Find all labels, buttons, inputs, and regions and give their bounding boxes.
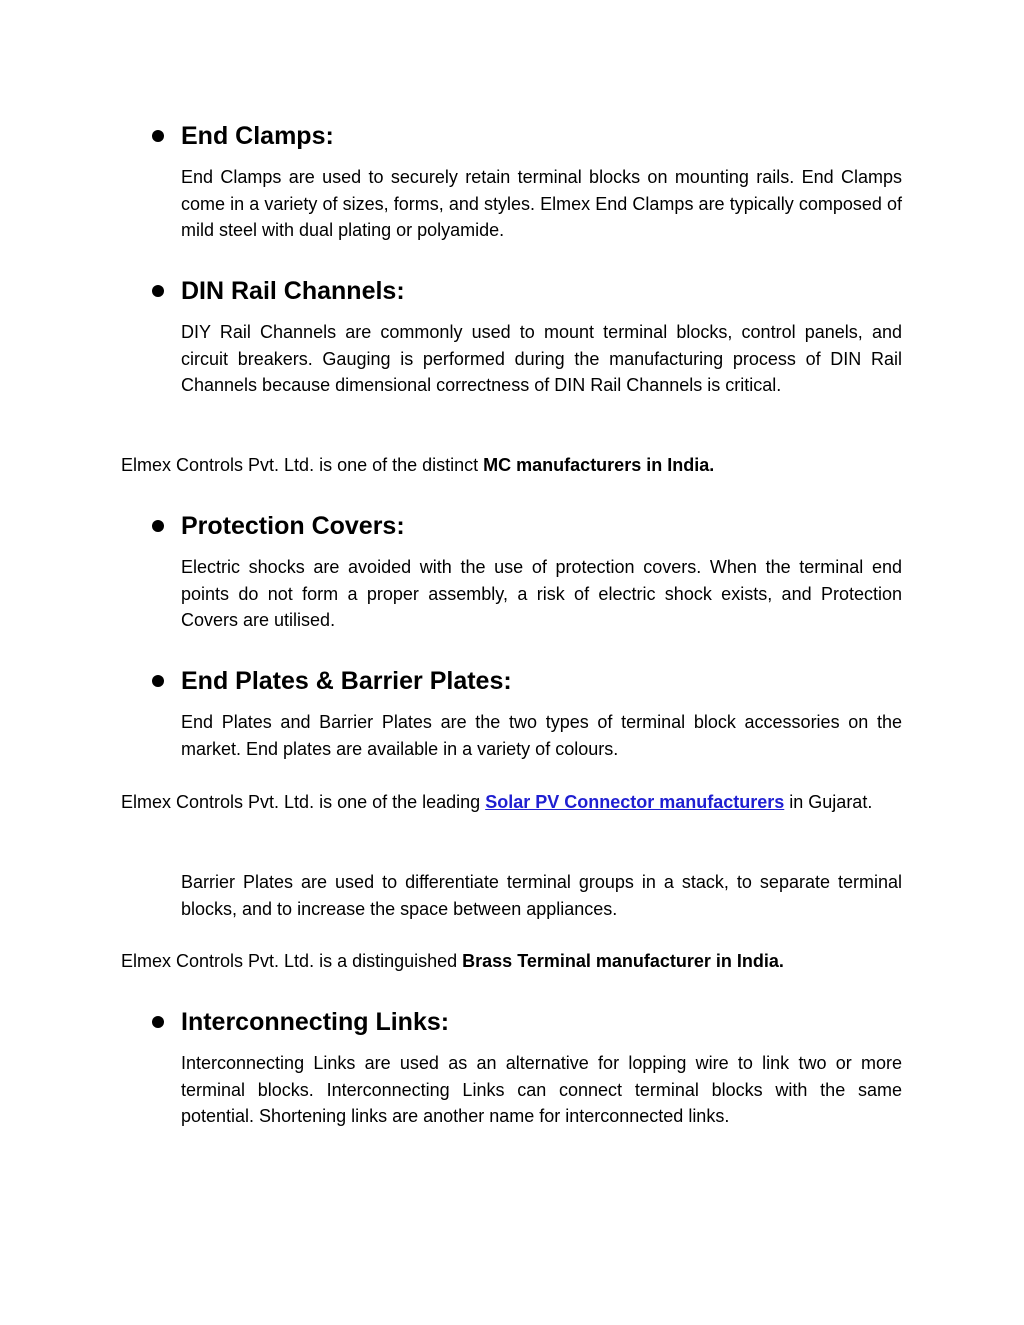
promo-bold: Brass Terminal manufacturer in India. <box>462 951 784 971</box>
paragraph-protection-covers: Electric shocks are avoided with the use of protection covers. When the terminal end points do not form a proper assembly, a risk of electric shock exists, and Protection Covers are utilised. <box>181 557 902 630</box>
promo-text: Elmex Controls Pvt. Ltd. is one of the leading <box>121 792 486 812</box>
promo-solar-pv <box>121 789 903 816</box>
heading-text: End Clamps: <box>181 122 334 150</box>
section-heading-protection-covers <box>152 509 912 543</box>
bullet-icon <box>152 1016 164 1028</box>
promo-suffix: in Gujarat. <box>784 792 873 812</box>
paragraph-interconnecting-links: Interconnecting Links are used as an alternative for lopping wire to link two or more terminal blocks. Interconnecting Links can connect terminal blocks with the same potential. Shortening links are another name for interconnected links. <box>181 1053 902 1126</box>
promo-text: Elmex Controls Pvt. Ltd. is a distinguished <box>121 951 463 971</box>
paragraph-din-rail-channels: DIY Rail Channels are commonly used to mount terminal blocks, control panels, and circuit breakers. Gauging is performed during the manufacturing process of DIN Rail Channels because dimensional correctness of DIN Rail Channels is critical. <box>181 322 902 395</box>
section-heading-end-plates <box>152 664 912 698</box>
bullet-icon <box>152 520 164 532</box>
heading-text: End Plates & Barrier Plates: <box>181 667 512 695</box>
promo-text: Elmex Controls Pvt. Ltd. is one of the distinct <box>121 455 484 475</box>
bullet-icon <box>152 285 164 297</box>
section-heading-end-clamps <box>152 119 912 153</box>
heading-text: DIN Rail Channels: <box>181 277 405 305</box>
solar-pv-connector-link[interactable]: Solar PV Connector manufacturers <box>485 792 785 812</box>
paragraph-end-clamps: End Clamps are used to securely retain terminal blocks on mounting rails. End Clamps come in a variety of sizes, forms, and styles. Elmex End Clamps are typically composed of mild steel with dual plating or polyamide. <box>181 167 902 240</box>
paragraph-barrier-plates: Barrier Plates are used to differentiate terminal groups in a stack, to separate terminal blocks, and to increase the space between appliances. <box>181 872 902 919</box>
bullet-icon <box>152 130 164 142</box>
bullet-icon <box>152 675 164 687</box>
paragraph-end-plates: End Plates and Barrier Plates are the two types of terminal block accessories on the market. End plates are available in a variety of colours. <box>181 712 902 759</box>
section-heading-interconnecting-links <box>152 1005 912 1039</box>
section-heading-din-rail-channels <box>152 274 912 308</box>
heading-text: Interconnecting Links: <box>181 1008 450 1036</box>
promo-bold: MC manufacturers in India. <box>483 455 715 475</box>
promo-mc-manufacturers <box>121 452 903 479</box>
promo-brass-terminal <box>121 948 903 975</box>
heading-text: Protection Covers: <box>181 512 405 540</box>
